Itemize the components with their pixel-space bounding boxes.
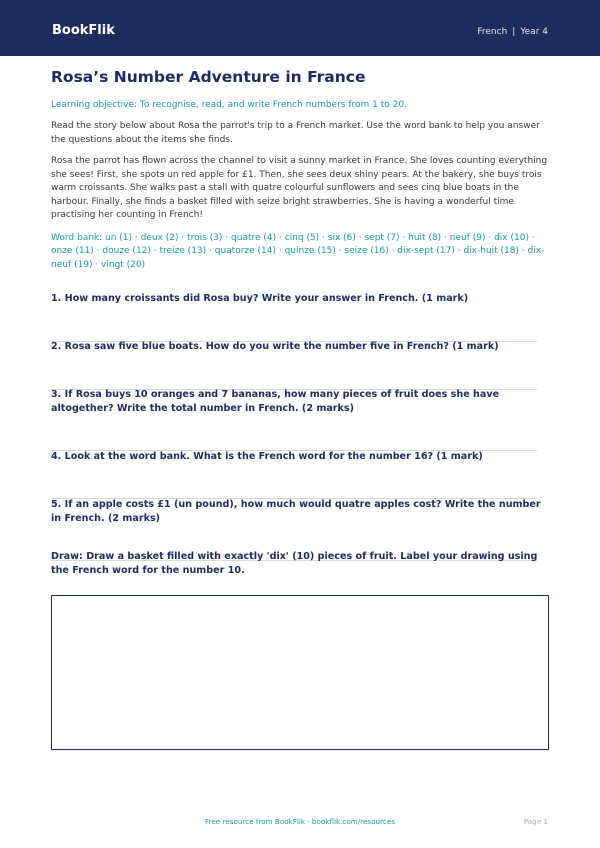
meta-separator: |	[512, 27, 516, 37]
learning-objective: Learning objective: To recognise, read, and write French numbers from 1 to 20.	[51, 100, 407, 110]
question-2: 2. Rosa saw five blue boats. How do you write the number five in French? (1 mark)	[51, 341, 499, 352]
question-5: 5. If an apple costs £1 (un pound), how much would quatre apples cost? Write the number in French. (2 marks)	[51, 499, 541, 524]
brand-logo[interactable]: BookFlik	[52, 23, 115, 38]
question-4: 4. Look at the word bank. What is the French word for the number 16? (1 mark)	[51, 451, 483, 462]
year-label: Year 4	[520, 27, 548, 37]
page-title: Rosa’s Number Adventure in France	[51, 68, 366, 86]
word-bank: Word bank: un (1) · deux (2) · trois (3) · quatre (4) · cinq (5) · six (6) · sept (7) · huit (8) · neuf (9) · dix (10) · onze (11) · douze (12) · treize (13) · quatorze (14) · quinze (15) · seize (16) · dix-sept (17) · dix-huit (18) · dix-neuf (19) · vingt (20)	[51, 232, 545, 270]
instructions-paragraph: Read the story below about Rosa the parrot's trip to a French market. Use the word bank to help you answer the questions about the items she finds.	[51, 121, 540, 145]
question-1: 1. How many croissants did Rosa buy? Write your answer in French. (1 mark)	[51, 293, 469, 304]
subject-year-label	[477, 27, 548, 37]
subject-label: French	[477, 27, 508, 37]
page-number: Page 1	[523, 817, 548, 826]
footer	[0, 815, 600, 829]
story-paragraph: Rosa the parrot has flown across the channel to visit a sunny market in France. She loves counting everything she sees! First, she spots un red apple for £1. Then, she sees deux shiny pears. At the bakery, she buys trois warm croissants. She walks past a stall with quatre colourful sunflowers and sees cinq blue boats in the harbour. Finally, she finds a basket filled with seize bright strawberries. She is having a wonderful time practising her counting in French!	[51, 156, 548, 220]
draw-prompt: Draw: Draw a basket filled with exactly 'dix' (10) pieces of fruit. Label your drawing using the French word for the number 10.	[51, 551, 538, 576]
header-bar	[0, 0, 600, 56]
worksheet-content	[51, 64, 548, 272]
question-3: 3. If Rosa buys 10 oranges and 7 bananas, how many pieces of fruit does she have altogether? Write the total number in French. (2 marks)	[51, 389, 500, 414]
footer-credit[interactable]: Free resource from BookFlik · bookflik.com/resources	[204, 817, 396, 826]
drawing-area[interactable]	[51, 595, 549, 750]
